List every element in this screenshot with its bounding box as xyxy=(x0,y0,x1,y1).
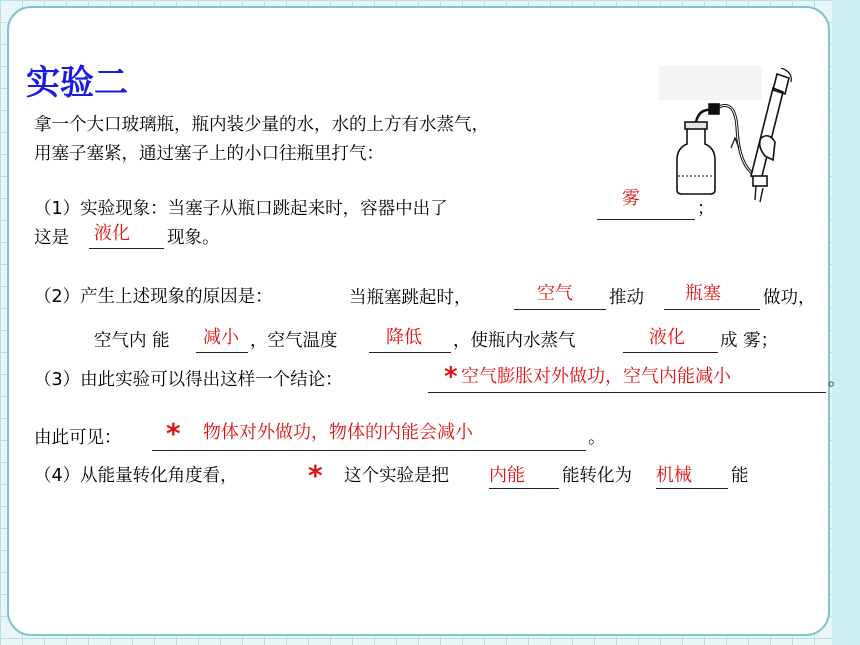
q2-line2-text-a: 空气内 能 xyxy=(94,331,170,351)
intro-line-2: 用塞子塞紧，通过塞子上的小口往瓶里打气： xyxy=(34,144,384,164)
q3-label: （3）由此实验可以得出这样一个结论： xyxy=(34,370,343,390)
q4-answer-mechanical: 机械 xyxy=(656,465,692,486)
q2-answer-lower: 降低 xyxy=(386,327,422,348)
conclusion-end: 。 xyxy=(588,428,606,448)
q1-line2-prefix: 这是 xyxy=(34,228,69,248)
q3-blank xyxy=(428,392,826,393)
conclusion-star: * xyxy=(166,417,181,450)
q2-line1-text-b: 当瓶塞跳起时， xyxy=(349,288,472,308)
q2-line1-text-d: 做功， xyxy=(763,288,816,308)
q2-line2-text-c: ，使瓶内水蒸气 xyxy=(453,331,576,351)
q1-blank-2 xyxy=(89,248,164,249)
q3-star: * xyxy=(444,362,458,392)
q1-line2-suffix: 现象。 xyxy=(167,228,220,248)
q4-text-b: 能转化为 xyxy=(562,466,632,486)
conclusion-answer: 物体对外做功，物体的内能会减小 xyxy=(203,422,473,443)
q4-answer-internal-energy: 内能 xyxy=(489,465,525,486)
q1-answer-liquefy: 液化 xyxy=(94,223,130,244)
q1-semicolon: ； xyxy=(697,199,715,219)
q1-label: （1）实验现象：当塞子从瓶口跳起来时，容器中出了 xyxy=(34,199,448,219)
q4-blank-1 xyxy=(489,488,559,489)
q2-line1-text-c: 推动 xyxy=(609,288,644,308)
q2-label: （2）产生上述现象的原因是： xyxy=(34,287,273,307)
q3-end: 。 xyxy=(828,370,846,390)
q2-answer-air: 空气 xyxy=(537,283,573,304)
q2-line2-text-b: ，空气温度 xyxy=(250,331,338,351)
q2-blank-plug xyxy=(664,309,760,310)
q4-blank-2 xyxy=(656,488,728,489)
q4-star: * xyxy=(308,459,323,492)
q2-blank-lower xyxy=(369,352,451,353)
q2-answer-liquefy: 液化 xyxy=(649,327,685,348)
q3-answer: 空气膨胀对外做功，空气内能减小 xyxy=(461,366,731,387)
bottle-pump-apparatus-illustration xyxy=(665,68,805,208)
q4-text-a: 这个实验是把 xyxy=(344,466,449,486)
right-grid-strip xyxy=(832,0,860,645)
q1-answer-fog: 雾 xyxy=(622,188,640,209)
q2-blank-decrease xyxy=(196,352,248,353)
q4-label: （4）从能量转化角度看， xyxy=(34,466,238,486)
conclusion-blank xyxy=(152,450,586,451)
q2-answer-plug: 瓶塞 xyxy=(685,283,721,304)
q2-line2-text-d: 成 雾； xyxy=(720,331,779,351)
conclusion-label: 由此可见： xyxy=(34,428,122,448)
q4-text-c: 能 xyxy=(731,466,749,486)
intro-line-1: 拿一个大口玻璃瓶，瓶内装少量的水，水的上方有水蒸气， xyxy=(34,115,489,135)
q2-answer-decrease: 减小 xyxy=(203,327,239,348)
q2-blank-air xyxy=(514,309,606,310)
slide-title: 实验二 xyxy=(26,63,128,103)
q2-blank-liquefy xyxy=(623,352,718,353)
q1-blank-1 xyxy=(597,219,695,220)
